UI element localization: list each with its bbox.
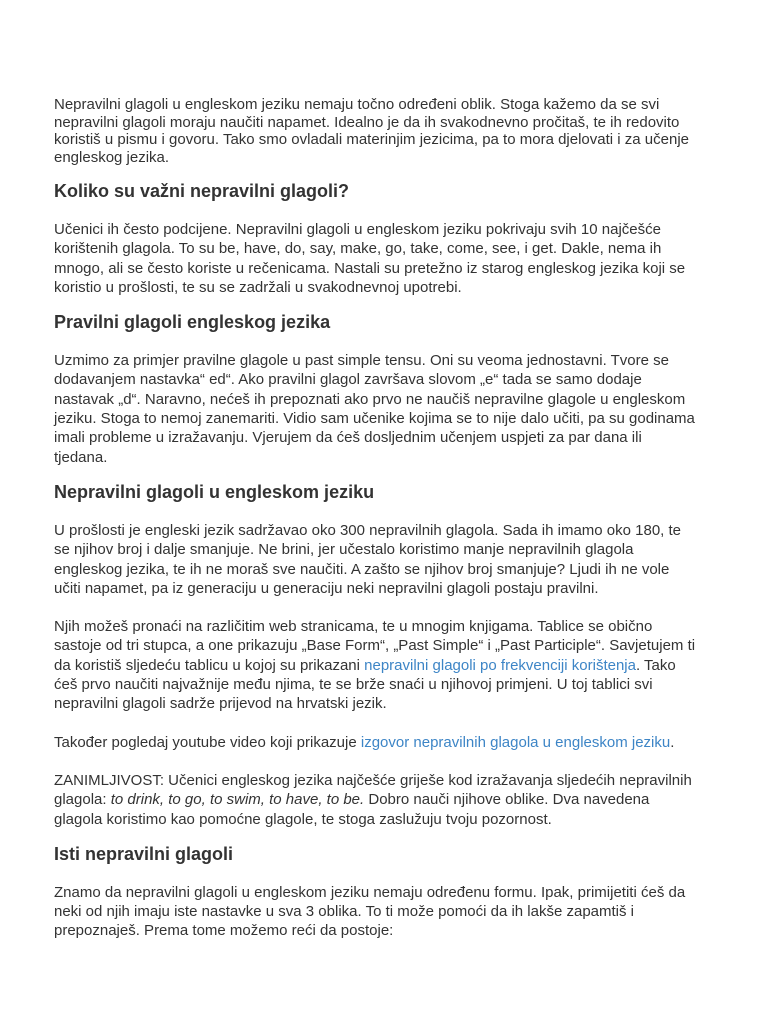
text-span: . [670,733,675,751]
text-span: Njih možeš pronaći na različitim web stranicama, te u mnogim knjigama. Tablice se obično sastoje od tri stupca, a one prikazuju „Base Form“, „Past Simple“ i „Past Participle“. Savjetujem ti da koristiš sljedeću tablicu u kojoj su prikazani [54,618,696,674]
paragraph-tables [54,617,698,713]
text-span: . Tako ćeš prvo naučiti najvažnije među njima, te se brže snaći u njihovoj primjeni. U toj tablici svi nepravilni glagoli sadrže prijevod na hrvatski jezik. [54,656,676,713]
heading-regular-verbs: Pravilni glagoli engleskog jezika [54,312,331,333]
paragraph-fun-fact [54,771,698,829]
text-span: Dobro nauči njihove oblike. Dva navedena glagola koristimo kao pomoćne glagole, te stoga zaslužuju tvoju pozornost. [54,791,650,828]
emphasized-verbs: to drink, to go, to swim, to have, to be. [110,791,365,809]
paragraph-verb-count: U prošlosti je engleski jezik sadržavao oko 300 nepravilnih glagola. Sada ih imamo oko 180, te se njihov broj i dalje smanjuje. Ne brini, jer učestalo koristimo manje nepravilnih glagola engleskog jezika, te ih ne moraš sve naučiti. A zašto se njihov broj smanjuje? Ljudi ih ne vole učiti napamet, pa iz generaciju u generaciju neki nepravilni glagoli postaju pravilni. [54,521,682,597]
heading-importance: Koliko su važni nepravilni glagoli? [54,181,350,201]
paragraph-regular-verbs: Uzmimo za primjer pravilne glagole u past simple tensu. Oni su veoma jednostavni. Tvore se dodavanjem nastavka“ ed“. Ako pravilni glagol završava slovom „e“ tada se samo dodaje nastavak „d“. Naravno, nećeš ih prepoznati ako prvo ne naučiš nepravilne glagole u engleskom jeziku. Stoga to nemoj zanemariti. Vidio sam učenike kojima se to nije dalo učiti, pa su godinama imali probleme u izražavanju. Vjerujem da ćeš dosljednim učenjem uspjeti za par dana ili tjedana. [54,352,695,466]
pronunciation-video-link[interactable]: izgovor nepravilnih glagola u engleskom jeziku [360,733,671,751]
paragraph-youtube [54,733,698,752]
text-span: Također pogledaj youtube video koji prikazuje [54,733,361,751]
text-span: ZANIMLJIVOST: Učenici engleskog jezika najčešće griješe kod izražavanja sljedećih nepravilnih glagola: [54,771,692,809]
paragraph-importance: Učenici ih često podcijene. Nepravilni glagoli u engleskom jeziku pokrivaju svih 10 najčešće korištenih glagola. To su be, have, do, say, make, go, take, come, see, i get. Dakle, nema ih mnogo, ali se često koriste u rečenicama. Nastali su pretežno iz starog engleskog jezika koji se koristio u prošlosti, te su se zadržali u svakodnevnoj upotrebi. [54,221,686,296]
frequency-table-link[interactable]: nepravilni glagoli po frekvenciji korištenja [364,656,636,674]
intro-paragraph: Nepravilni glagoli u engleskom jeziku nemaju točno određeni oblik. Stoga kažemo da se svi nepravilni glagoli moraju naučiti napamet. Idealno je da ih svakodnevno pročitaš, te ih redovito koristiš u pismu i govoru. Tako smo ovladali materinjim jezicima, pa to mora djelovati i za učenje engleskog jezika. [54,96,689,166]
heading-same-irregular: Isti nepravilni glagoli [54,843,234,864]
heading-irregular-verbs: Nepravilni glagoli u engleskom jeziku [54,481,375,502]
paragraph-same-irregular: Znamo da nepravilni glagoli u engleskom jeziku nemaju određenu formu. Ipak, primijetiti ćeš da neki od njih imaju iste nastavke u sva 3 oblika. To ti može pomoći da ih lakše zapamtiš i prepoznaješ. Prema tome možemo reći da postoje: [54,883,686,940]
